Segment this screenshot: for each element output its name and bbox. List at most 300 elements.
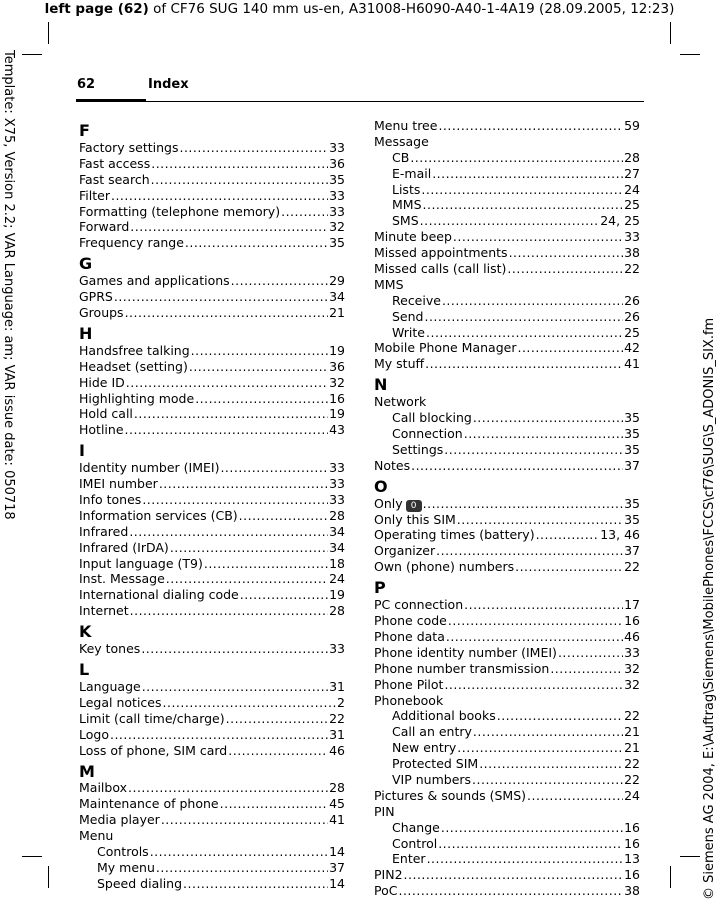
index-entry [79, 289, 345, 305]
dot-leader [220, 796, 328, 812]
dot-leader [111, 188, 328, 204]
index-page-ref: 37 [329, 859, 345, 875]
crop-mark [48, 866, 49, 888]
dot-leader [183, 876, 328, 892]
dot-leader [161, 812, 328, 828]
dot-leader [423, 496, 623, 512]
index-page-ref: 19 [329, 342, 345, 358]
dot-leader [142, 492, 328, 508]
dot-leader [527, 788, 623, 804]
index-entry [79, 641, 345, 657]
index-page-ref: 43 [329, 422, 345, 438]
index-entry [79, 204, 345, 220]
index-entry [79, 812, 345, 828]
index-entry-text: Send [392, 308, 424, 324]
index-page-ref: 2 [337, 694, 345, 710]
index-entry-text: Factory settings [79, 139, 179, 155]
index-entry [79, 343, 345, 359]
index-entry [79, 860, 345, 876]
index-entry-text: Filter [79, 187, 110, 203]
index-entry-text: Only [374, 495, 403, 511]
index-page-ref: 37 [624, 543, 640, 559]
index-page-ref: 33 [624, 229, 640, 245]
dot-leader [438, 836, 623, 852]
copyright-sidebar [701, 260, 719, 900]
index-entry [374, 629, 640, 645]
index-entry-text: GPRS [79, 289, 113, 305]
index-heading [374, 134, 640, 150]
index-entry [374, 340, 640, 356]
index-entry-text: International dialing code [79, 587, 239, 603]
index-entry-text: Mailbox [79, 780, 127, 796]
index-entry-text: PIN2 [374, 867, 403, 883]
dot-leader [150, 844, 328, 860]
dot-leader [226, 711, 328, 727]
index-entry-text: Phone number transmission [374, 660, 550, 676]
crop-mark [48, 22, 49, 44]
dot-leader [446, 629, 623, 645]
index-entry [374, 245, 640, 261]
index-page-ref: 21 [624, 740, 640, 756]
dot-leader [464, 426, 623, 442]
dot-leader [130, 603, 328, 619]
index-letter: N [374, 375, 388, 395]
index-page-ref: 22 [624, 708, 640, 724]
index-entry [374, 166, 640, 182]
index-page-ref: 33 [329, 641, 345, 657]
dot-leader [473, 724, 623, 740]
index-entry [374, 325, 640, 341]
crop-mark [680, 54, 700, 55]
index-entry-text: Operating times (battery) [374, 527, 535, 543]
index-entry-text: Limit (call time/charge) [79, 710, 225, 726]
index-page-ref: 28 [329, 603, 345, 619]
header-rule-thick [76, 99, 146, 102]
index-entry-text: Connection [392, 426, 463, 442]
index-page-ref: 24, 25 [600, 213, 640, 229]
index-entry-text: Organizer [374, 543, 436, 559]
dot-leader [473, 410, 623, 426]
dot-leader [457, 512, 623, 528]
dot-leader [125, 305, 329, 321]
index-page-ref: 21 [624, 724, 640, 740]
index-entry-text: Notes [374, 457, 411, 473]
index-entry [79, 273, 345, 289]
index-entry [79, 235, 345, 251]
print-header-bold: left page (62) [44, 1, 149, 17]
index-entry-text: Menu tree [374, 117, 438, 133]
crop-mark [670, 866, 671, 888]
crop-mark [22, 856, 42, 857]
index-entry-text: Formatting (telephone memory) [79, 203, 281, 219]
index-entry-text: Enter [392, 851, 426, 867]
dot-leader [441, 820, 623, 836]
index-heading [79, 828, 345, 844]
index-entry-text: New entry [392, 740, 457, 756]
print-header [0, 0, 719, 18]
index-entry [374, 645, 640, 661]
index-column-right [374, 118, 640, 899]
dot-leader [427, 851, 624, 867]
dot-leader [410, 150, 623, 166]
index-entry [79, 305, 345, 321]
index-entry-text: CB [392, 149, 410, 165]
dot-leader [444, 442, 623, 458]
index-page-ref: 41 [329, 812, 345, 828]
index-entry [79, 587, 345, 603]
dot-leader [151, 156, 328, 172]
dot-leader [189, 359, 328, 375]
dot-leader [515, 559, 623, 575]
index-entry-text: Key tones [79, 641, 141, 657]
index-entry-text: MMS [392, 197, 422, 213]
index-entry-text: Protected SIM [392, 756, 479, 772]
dot-leader [423, 197, 624, 213]
index-entry-text: Own (phone) numbers [374, 559, 515, 575]
index-entry-text: E-mail [392, 165, 432, 181]
dot-leader [424, 309, 623, 325]
dot-leader [457, 740, 623, 756]
dot-leader [497, 708, 623, 724]
index-page-ref: 34 [329, 523, 345, 539]
dot-leader [220, 460, 328, 476]
index-page-ref: 37 [624, 457, 640, 473]
dot-leader [421, 182, 623, 198]
index-page-ref: 19 [329, 587, 345, 603]
dot-leader [191, 343, 328, 359]
index-heading [374, 693, 640, 709]
dot-leader [507, 261, 623, 277]
index-page-ref: 22 [624, 756, 640, 772]
dot-leader [550, 661, 623, 677]
dot-leader [228, 743, 328, 759]
index-entry-text: Language [79, 679, 141, 695]
index-page-ref: 28 [624, 149, 640, 165]
index-entry-text: Media player [79, 812, 160, 828]
index-entry-text: Games and applications [79, 273, 230, 289]
index-page-ref: 35 [624, 495, 640, 511]
index-page-ref: 35 [624, 410, 640, 426]
index-page-ref: 27 [624, 165, 640, 181]
index-entry-text: Logo [79, 726, 109, 742]
index-entry [374, 836, 640, 852]
dot-leader [425, 356, 623, 372]
index-entry [374, 677, 640, 693]
dot-leader [517, 340, 623, 356]
index-entry-text: Forward [79, 219, 130, 235]
index-entry-text: Receive [392, 292, 441, 308]
index-entry-text: Minute beep [374, 229, 452, 245]
index-entry [79, 781, 345, 797]
dot-leader [453, 229, 623, 245]
index-entry-text: PC connection [374, 597, 464, 613]
index-entry [79, 556, 345, 572]
index-entry-text: Phonebook [374, 692, 444, 708]
index-entry [374, 756, 640, 772]
index-entry [79, 540, 345, 556]
index-entry [374, 309, 640, 325]
index-entry [79, 492, 345, 508]
index-page-ref: 16 [624, 835, 640, 851]
index-entry [79, 711, 345, 727]
dot-leader [129, 524, 328, 540]
index-entry [374, 527, 640, 543]
dot-leader [142, 679, 328, 695]
index-entry-text: Fast access [79, 155, 151, 171]
index-entry [79, 508, 345, 524]
index-entry-text: My menu [97, 859, 155, 875]
dot-leader [281, 204, 328, 220]
index-page-ref: 38 [624, 245, 640, 261]
dot-leader [114, 289, 328, 305]
index-entry [374, 543, 640, 559]
index-page-ref: 32 [624, 660, 640, 676]
dot-leader [166, 571, 328, 587]
index-page-ref: 33 [624, 644, 640, 660]
index-page-ref: 35 [329, 171, 345, 187]
index-entry-text: Headset (setting) [79, 358, 188, 374]
dot-leader [536, 527, 600, 543]
index-entry-text: Network [374, 394, 427, 410]
index-page-ref: 16 [329, 390, 345, 406]
index-letter: K [79, 622, 92, 642]
index-page-ref: 18 [329, 555, 345, 571]
index-entry [79, 391, 345, 407]
dot-leader [442, 293, 623, 309]
index-page-ref: 14 [329, 875, 345, 891]
index-entry [374, 883, 640, 899]
index-entry [374, 356, 640, 372]
index-page-ref: 31 [329, 726, 345, 742]
index-entry [374, 261, 640, 277]
index-heading [374, 804, 640, 820]
index-entry-text: Control [392, 835, 438, 851]
index-entry-text: Phone Pilot [374, 676, 444, 692]
index-entry [374, 788, 640, 804]
index-page-ref: 22 [624, 771, 640, 787]
index-entry [79, 695, 345, 711]
index-entry [374, 442, 640, 458]
index-entry-text: Handsfree talking [79, 342, 190, 358]
dot-leader [411, 458, 623, 474]
index-page-ref: 16 [624, 613, 640, 629]
index-entry-text: Phone identity number (IMEI) [374, 644, 557, 660]
index-entry-text: Settings [392, 441, 444, 457]
index-page-ref: 26 [624, 292, 640, 308]
index-entry [79, 476, 345, 492]
index-entry-text: Phone code [374, 613, 447, 629]
index-entry-text: Menu [79, 828, 114, 844]
index-column-left [79, 118, 345, 892]
index-entry-text: Missed calls (call list) [374, 261, 507, 276]
index-page-ref: 17 [624, 597, 640, 613]
dot-leader [130, 219, 328, 235]
index-entry [374, 820, 640, 836]
index-entry [374, 512, 640, 528]
dot-leader [432, 166, 623, 182]
index-entry-text: Additional books [392, 708, 496, 724]
index-entry-text: Maintenance of phone [79, 796, 219, 812]
index-entry-text: Lists [392, 181, 421, 197]
index-entry [79, 375, 345, 391]
dot-leader [125, 422, 329, 438]
index-page-ref: 13, 46 [600, 527, 640, 543]
index-entry [79, 743, 345, 759]
index-page-ref: 38 [624, 883, 640, 899]
index-page-ref: 24 [624, 181, 640, 197]
index-entry-text: My stuff [374, 356, 425, 372]
index-entry-text: Hotline [79, 422, 124, 438]
index-entry [374, 458, 640, 474]
index-entry-text: IMEI number [79, 476, 158, 492]
dot-leader [464, 597, 623, 613]
index-entry [374, 559, 640, 575]
index-entry-text: MMS [374, 276, 404, 292]
index-entry [374, 597, 640, 613]
index-entry [79, 140, 345, 156]
crop-mark [680, 856, 700, 857]
index-entry-text: Info tones [79, 492, 142, 508]
index-entry [374, 772, 640, 788]
index-page-ref: 33 [329, 460, 345, 476]
dot-leader [179, 140, 328, 156]
index-entry [79, 796, 345, 812]
index-entry-text: Infrared [79, 523, 129, 539]
index-entry-text: Frequency range [79, 235, 184, 251]
index-entry-text: Call an entry [392, 724, 472, 740]
dot-leader [151, 172, 328, 188]
dot-leader [436, 543, 623, 559]
index-entry [374, 213, 640, 229]
index-letter: L [79, 660, 90, 680]
index-entry-text: Groups [79, 305, 124, 320]
index-letter: P [374, 578, 386, 598]
index-entry [374, 724, 640, 740]
index-entry-text: Identity number (IMEI) [79, 460, 220, 476]
index-entry [374, 708, 640, 724]
dot-leader [426, 325, 623, 341]
index-entry [79, 679, 345, 695]
index-entry-text: Phone data [374, 628, 445, 644]
index-page-ref: 46 [624, 628, 640, 644]
index-page-ref: 25 [624, 197, 640, 213]
index-page-ref: 46 [329, 742, 345, 758]
index-letter: O [374, 476, 388, 496]
index-entry [79, 422, 345, 438]
crop-mark [670, 22, 671, 44]
index-page-ref: 35 [624, 426, 640, 442]
index-entry-text: PoC [374, 883, 398, 899]
dot-leader [156, 860, 328, 876]
index-entry-text: Pictures & sounds (SMS) [374, 787, 527, 803]
index-letter: I [79, 441, 85, 461]
dot-leader [404, 867, 624, 883]
dot-leader [479, 756, 623, 772]
dot-leader [472, 772, 623, 788]
print-header-rest: of CF76 SUG 140 mm us-en, A31008-H6090-A40-1-4A19 (28.09.2005, 12:23) [148, 1, 675, 17]
index-entry [374, 496, 640, 512]
index-entry-text: Missed appointments [374, 245, 508, 261]
index-page-ref: 35 [624, 511, 640, 527]
index-page-ref: 26 [624, 308, 640, 324]
dot-leader [204, 556, 328, 572]
index-entry-text: Infrared (IrDA) [79, 539, 169, 555]
index-entry [374, 426, 640, 442]
index-entry-text: Hide ID [79, 374, 125, 390]
index-entry-text: Write [392, 324, 426, 340]
template-sidebar [0, 50, 16, 570]
index-entry [374, 410, 640, 426]
index-entry [374, 293, 640, 309]
index-entry [79, 844, 345, 860]
index-entry [374, 197, 640, 213]
index-page-ref: 34 [329, 539, 345, 555]
index-entry [374, 229, 640, 245]
index-page-ref: 33 [329, 476, 345, 492]
index-entry [79, 460, 345, 476]
index-entry-text: Message [374, 133, 429, 149]
index-entry-text: Controls [97, 844, 149, 860]
index-page-ref: 22 [624, 261, 640, 276]
dot-leader [558, 645, 623, 661]
index-entry [374, 613, 640, 629]
dot-leader [438, 118, 623, 134]
index-entry [79, 156, 345, 172]
index-entry-text: Hold call [79, 406, 133, 422]
index-page-ref: 42 [624, 340, 640, 356]
index-entry [79, 188, 345, 204]
dot-leader [170, 540, 328, 556]
index-entry-text: Legal notices [79, 694, 162, 710]
dot-leader [163, 695, 337, 711]
index-heading [374, 277, 640, 293]
copyright-sidebar-text: © Siemens AG 2004, E:\Auftrag\Siemens\MobilePhones\FCCS\cf76\SUG\S_ADONIS_SIX.fm [702, 317, 717, 900]
index-page-ref: 32 [329, 219, 345, 235]
dot-leader [110, 727, 328, 743]
index-page-ref: 14 [329, 844, 345, 860]
index-entry-text: Internet [79, 603, 129, 619]
dot-leader [185, 235, 328, 251]
index-page-ref: 33 [329, 139, 345, 155]
index-entry-text: PIN [374, 803, 395, 819]
index-page-ref: 36 [329, 155, 345, 171]
index-letter: G [79, 254, 93, 274]
dot-leader [398, 883, 623, 899]
index-entry-text: Loss of phone, SIM card [79, 742, 228, 758]
dot-leader [141, 641, 328, 657]
index-page-ref: 41 [624, 356, 640, 372]
index-entry [374, 118, 640, 134]
index-entry [79, 727, 345, 743]
index-entry-text: Mobile Phone Manager [374, 340, 517, 356]
index-entry [79, 172, 345, 188]
index-page-ref: 16 [624, 819, 640, 835]
index-entry [374, 740, 640, 756]
index-page-ref: 25 [624, 324, 640, 340]
index-page-ref: 29 [329, 273, 345, 289]
index-page-ref: 19 [329, 406, 345, 422]
dot-leader [159, 476, 328, 492]
index-entry-text: Only this SIM [374, 511, 456, 527]
index-page-ref: 28 [329, 780, 345, 796]
dot-leader [240, 587, 328, 603]
dot-leader [126, 375, 328, 391]
index-page-ref: 13 [624, 851, 640, 867]
index-entry [79, 876, 345, 892]
index-page-ref: 33 [329, 187, 345, 203]
index-entry [374, 661, 640, 677]
dot-leader [509, 245, 624, 261]
